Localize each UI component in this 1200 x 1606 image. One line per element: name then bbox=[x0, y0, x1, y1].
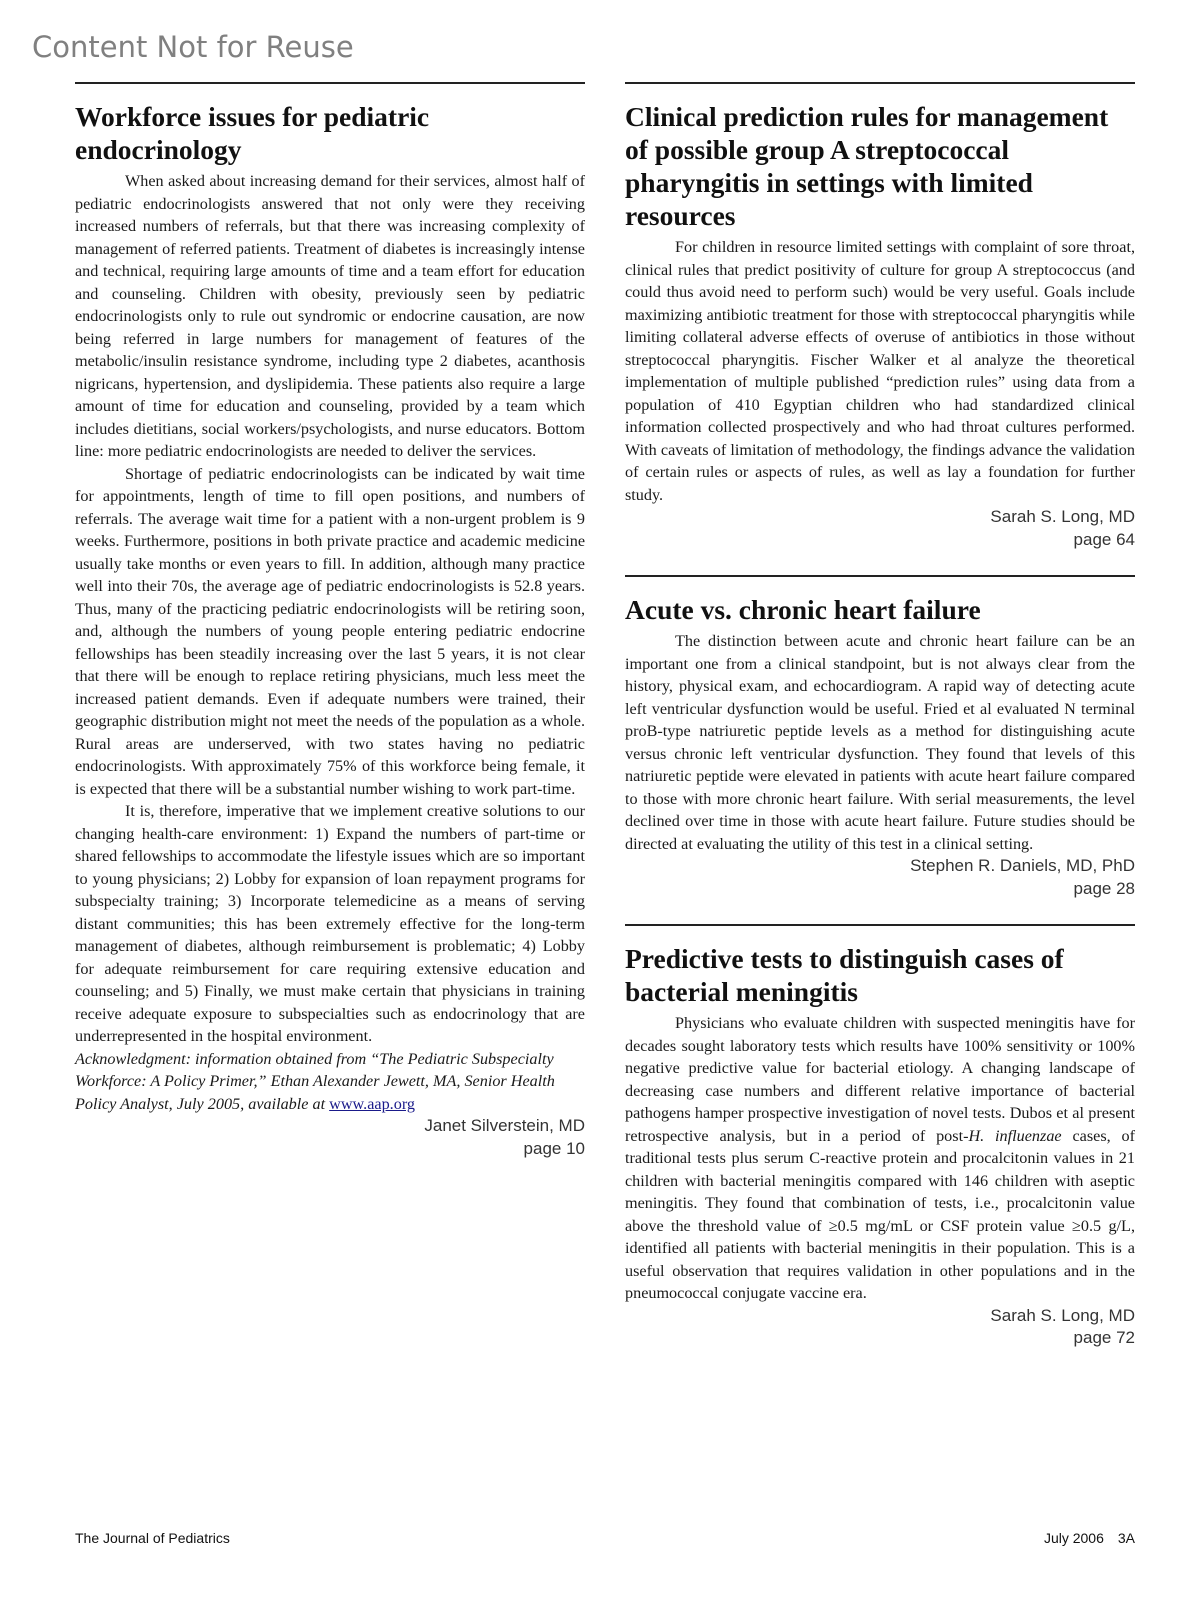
article-paragraph: The distinction between acute and chronic heart failure can be an important one from a clinical standpoint, but is not always clear from the history, physical exam, and echocardiogram. A rapid way of detecting acute left ventricular dysfunction would be useful. Fried et al evaluated N terminal proB-type natriuretic peptide levels as a method for distinguishing acute versus chronic left ventricular dysfunction. They found that levels of this natriuretic peptide were elevated in patients with acute heart failure compared to those with more chronic heart failure. With serial measurements, the level declined over time in those with acute heart failure. Future studies should be directed at evaluating the utility of this test in a clinical setting. bbox=[625, 632, 1135, 853]
article-title: Workforce issues for pediatric endocrinology bbox=[75, 101, 430, 165]
issue-date: July 2006 bbox=[1043, 1530, 1104, 1546]
article-paragraph: When asked about increasing demand for their services, almost half of pediatric endocrinologists answered that not only were they receiving increased numbers of referrals, but that there was increasing complexity of management of referred patients. Treatment of diabetes is increasingly intense and technical, requiring large amounts of time and a team effort for education and counseling. Children with obesity, previously seen by pediatric endocrinologists only to rule out syndromic or endocrine causation, are now being referred in large numbers for management of features of the metabolic/insulin resistance syndrome, including type 2 diabetes, acanthosis nigricans, hypertension, and dyslipidemia. These patients also require a large amount of time for education and counseling, provided by a team which includes dietitians, social workers/psychologists, and nurse educators. Bottom line: more pediatric endocrinologists are needed to deliver the services. bbox=[75, 172, 585, 460]
paragraph-text: cases, of traditional tests plus serum C-reactive protein and procalcitonin values in 21 children with bacterial meningitis compared with 146 children with aseptic meningitis. They found that combination of tests, i.e., procalcitonin value above the threshold value of ≥0.5 mg/mL or CSF protein value ≥0.5 g/L, identified all patients with bacterial meningitis in their population. This is a useful observation that requires validation in other populations and in the pneumococcal conjugate vaccine era. bbox=[625, 1126, 1136, 1302]
page-number: 3A bbox=[1117, 1530, 1135, 1546]
acknowledgment bbox=[75, 1048, 585, 1116]
article-section bbox=[625, 942, 1135, 1350]
article-section bbox=[625, 593, 1135, 900]
page-reference: page 10 bbox=[523, 1138, 585, 1158]
section-divider bbox=[75, 82, 585, 84]
author-byline: Janet Silverstein, MD bbox=[424, 1116, 585, 1135]
article-paragraph bbox=[625, 1012, 1135, 1305]
article-title: Clinical prediction rules for management of possible group A streptococcal pharyngitis in settings with limited resources bbox=[625, 101, 1109, 231]
article-section bbox=[625, 100, 1135, 551]
watermark-text: Content Not for Reuse bbox=[32, 30, 354, 64]
page-reference: page 28 bbox=[1073, 878, 1135, 898]
aap-link[interactable]: www.aap.org bbox=[329, 1094, 416, 1113]
journal-name: The Journal of Pediatrics bbox=[75, 1530, 230, 1546]
author-byline: Stephen R. Daniels, MD, PhD bbox=[910, 856, 1135, 875]
acknowledgment-text: Acknowledgment: information obtained from “The Pediatric Subspecialty Workforce: A Policy Primer,” Ethan Alexander Jewett, MA, Senior Health Policy Analyst, July 2005, available at bbox=[75, 1049, 555, 1113]
article-paragraph: It is, therefore, imperative that we implement creative solutions to our changing health-care environment: 1) Expand the numbers of part-time or shared fellowships to accommodate the lifestyle issues which are so important to young physicians; 2) Lobby for expansion of loan repayment programs for subspecialty training; 3) Incorporate telemedicine as a means of serving distant communities; this has been extremely effective for the long-term management of diabetes, although reimbursement is problematic; 4) Lobby for adequate reimbursement for care requiring extensive education and counseling; and 5) Finally, we must make certain that physicians in training receive adequate exposure to subspecialties such as endocrinology that are underrepresented in the hospital environment. bbox=[75, 802, 585, 1045]
article-paragraph: Shortage of pediatric endocrinologists can be indicated by wait time for appointments, length of time to fill open positions, and numbers of referrals. The average wait time for a patient with a non-urgent problem is 9 weeks. Furthermore, positions in both private practice and academic medicine usually take months or even years to fill. In addition, although many practice well into their 70s, the average age of pediatric endocrinologists is 52.8 years. Thus, many of the practicing pediatric endocrinologists will be retiring soon, and, although the numbers of young people entering pediatric endocrine fellowships has been steadily increasing over the last 5 years, it is not clear that there will be enough to replace retiring physicians, much less meet the increased patient demands. Even if adequate numbers were trained, their geographic distribution might not meet the needs of the population as a whole. Rural areas are underserved, with two states having no pediatric endocrinologists. With approximately 75% of this workforce being female, it is expected that there will be a substantial number wishing to work part-time. bbox=[75, 464, 585, 798]
organism-name: H. influenzae bbox=[968, 1126, 1062, 1145]
page-reference: page 64 bbox=[1073, 529, 1135, 549]
section-divider bbox=[625, 924, 1135, 926]
issue-info bbox=[1000, 1530, 1135, 1546]
section-divider bbox=[625, 82, 1135, 84]
paragraph-text: Physicians who evaluate children with suspected meningitis have for decades sought laboratory tests which results have 100% sensitivity or 100% negative predictive value for bacterial etiology. A changing landscape of decreasing case numbers and different relative importance of bacterial pathogens hamper prospective investigation of novel tests. Dubos et al present retrospective analysis, but in a period of post- bbox=[625, 1014, 1135, 1145]
left-column bbox=[75, 82, 585, 1160]
article-paragraph: For children in resource limited settings with complaint of sore throat, clinical rules that predict positivity of culture for group A streptococcus (and could thus avoid need to perform such) would be very useful. Goals include maximizing antibiotic treatment for those with streptococcal pharyngitis while limiting collateral adverse effects of overuse of antibiotics in those without streptococcal pharyngitis. Fischer Walker et al analyze the theoretical implementation of multiple published “prediction rules” using data from a population of 410 Egyptian children who had standardized clinical information collected prospectively and who had throat cultures performed. With caveats of limitation of methodology, the findings advance the validation of certain rules or aspects of rules, as well as lay a foundation for further study. bbox=[625, 238, 1135, 504]
article-title: Predictive tests to distinguish cases of bacterial meningitis bbox=[625, 943, 1064, 1007]
section-divider bbox=[625, 575, 1135, 577]
right-column bbox=[625, 82, 1135, 1374]
author-byline: Sarah S. Long, MD bbox=[990, 1305, 1135, 1325]
article-title: Acute vs. chronic heart failure bbox=[625, 594, 981, 625]
author-byline: Sarah S. Long, MD bbox=[990, 507, 1135, 526]
page-reference: page 72 bbox=[1073, 1328, 1135, 1347]
